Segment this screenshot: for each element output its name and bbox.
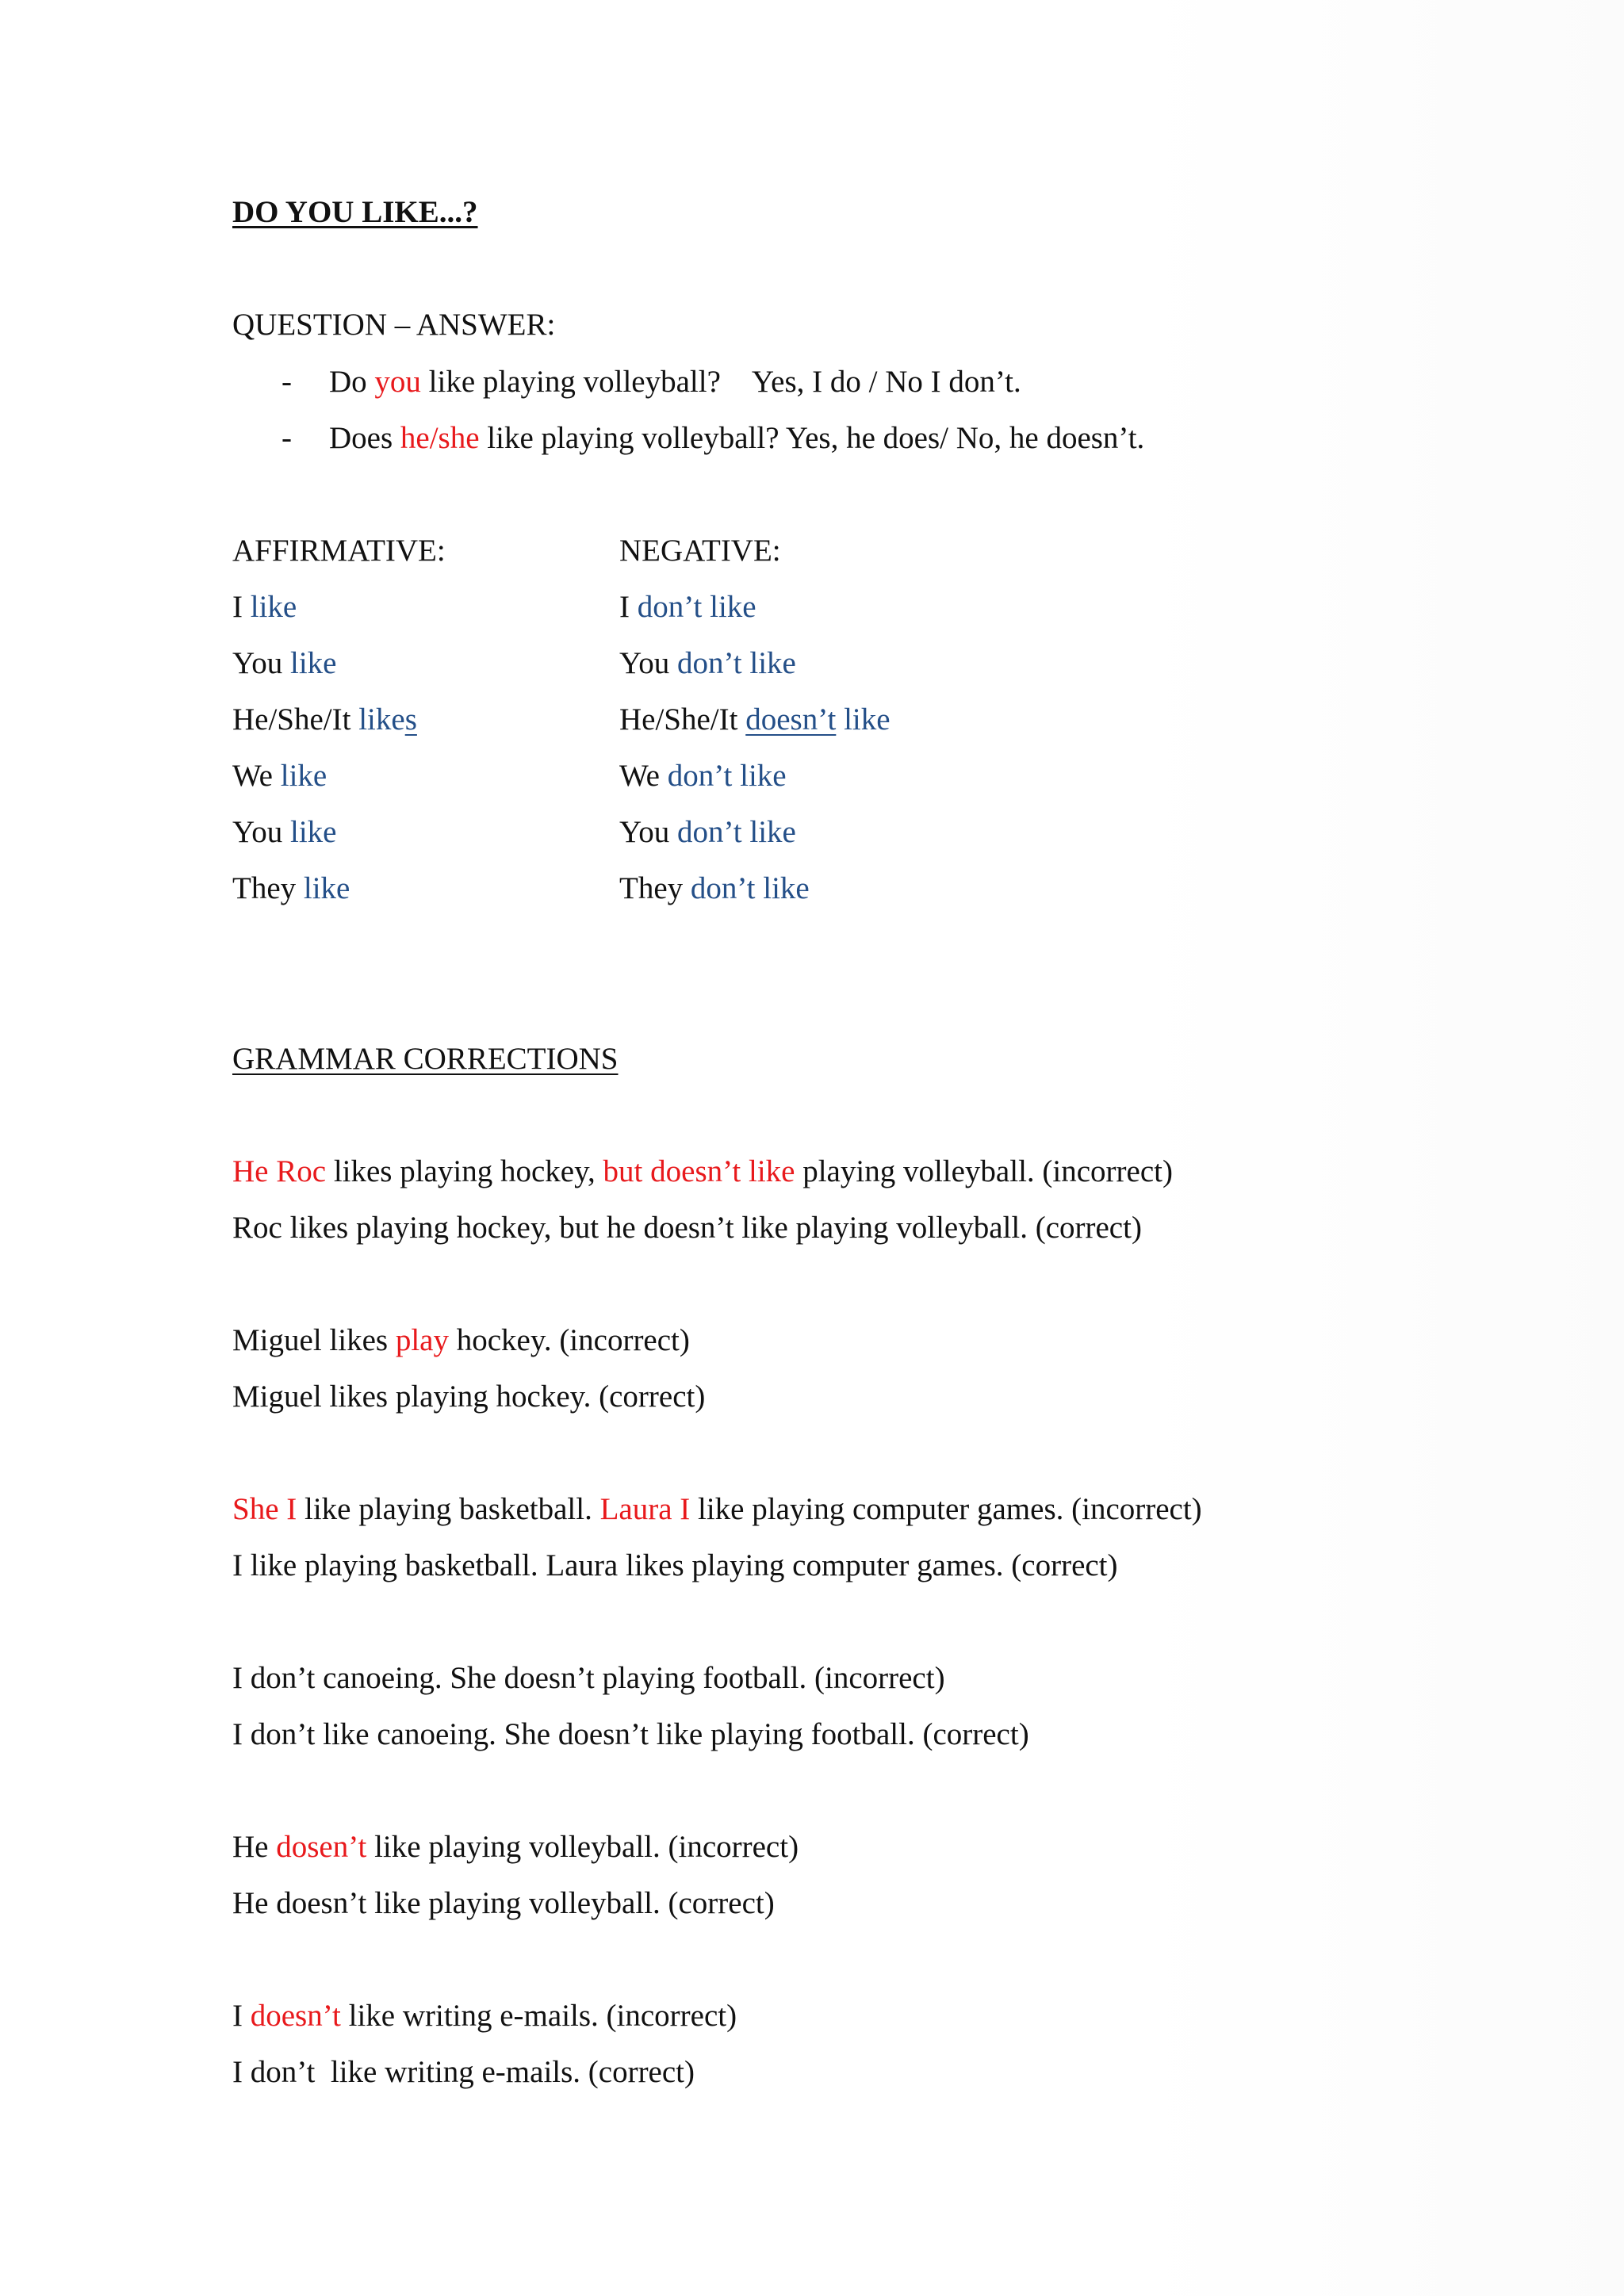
subject: He/She/It	[232, 702, 359, 737]
page-title: DO YOU LIKE...?	[232, 195, 478, 229]
correct-sentence: I don’t like writing e-mails. (correct)	[232, 2055, 695, 2089]
subject: We	[232, 759, 281, 793]
highlighted-word: you	[374, 365, 421, 399]
sentence-text: like playing volleyball. (incorrect)	[366, 1830, 799, 1864]
error-highlight: but doesn’t like	[603, 1154, 795, 1188]
error-highlight: play	[395, 1323, 449, 1357]
error-highlight: She I	[232, 1492, 297, 1526]
affirmative-heading: AFFIRMATIVE:	[232, 534, 446, 568]
affirmative-row	[232, 870, 350, 908]
sentence-text: I don’t canoeing. She doesn’t playing football. (incorrect)	[232, 1661, 945, 1695]
error-highlight: He Roc	[232, 1154, 327, 1188]
subject: They	[232, 871, 304, 905]
sentence-text: Miguel likes	[232, 1323, 396, 1357]
negative-verb: don’t like	[677, 815, 796, 849]
affirmative-row	[232, 813, 337, 851]
correct-sentence: Roc likes playing hockey, but he doesn’t like playing volleyball. (correct)	[232, 1211, 1142, 1245]
negative-verb: don’t like	[677, 646, 796, 680]
corrections-heading: GRAMMAR CORRECTIONS	[232, 1042, 619, 1076]
subject: You	[619, 815, 678, 849]
incorrect-sentence	[232, 1322, 690, 1360]
sentence-text: He	[232, 1830, 277, 1864]
negative-row	[619, 813, 796, 851]
error-highlight: Laura I	[599, 1492, 691, 1526]
qa-text: like playing volleyball? Yes, I do / No I don’t.	[420, 365, 1021, 399]
incorrect-sentence	[232, 1997, 737, 2035]
verb-suffix: s	[404, 702, 417, 737]
highlighted-word: he/she	[400, 421, 480, 455]
negative-heading: NEGATIVE:	[619, 534, 781, 568]
affirmative-row	[232, 645, 337, 683]
qa-item	[232, 419, 1144, 457]
qa-heading: QUESTION – ANSWER:	[232, 308, 556, 342]
error-highlight: dosen’t	[276, 1830, 367, 1864]
verb: like	[250, 590, 297, 624]
negative-verb: don’t like	[637, 590, 756, 624]
verb: like	[358, 702, 405, 737]
error-highlight: doesn’t	[250, 1999, 341, 2033]
qa-text: Does	[329, 421, 400, 455]
negative-row	[619, 870, 810, 908]
sentence-text: like playing computer games. (incorrect)	[690, 1492, 1202, 1526]
verb: like	[290, 646, 337, 680]
subject: You	[232, 815, 291, 849]
subject: They	[619, 871, 691, 905]
affirmative-row	[232, 757, 327, 795]
affirmative-row	[232, 701, 417, 739]
subject: I	[619, 590, 638, 624]
incorrect-sentence	[232, 1828, 799, 1866]
correct-sentence: I like playing basketball. Laura likes playing computer games. (correct)	[232, 1548, 1118, 1582]
correct-sentence: Miguel likes playing hockey. (correct)	[232, 1380, 706, 1414]
negative-auxiliary: doesn’t	[745, 702, 837, 737]
subject: I	[232, 590, 251, 624]
correct-sentence: I don’t like canoeing. She doesn’t like playing football. (correct)	[232, 1717, 1029, 1751]
negative-row	[619, 588, 756, 626]
qa-item	[232, 363, 1021, 401]
qa-text: like playing volleyball? Yes, he does/ No, he doesn’t.	[479, 421, 1145, 455]
sentence-text: playing volleyball. (incorrect)	[795, 1154, 1173, 1188]
correct-sentence: He doesn’t like playing volleyball. (correct)	[232, 1886, 775, 1920]
negative-row	[619, 645, 796, 683]
subject: We	[619, 759, 668, 793]
verb: like	[280, 759, 327, 793]
subject: He/She/It	[619, 702, 746, 737]
negative-verb: don’t like	[667, 759, 787, 793]
incorrect-sentence	[232, 1659, 945, 1697]
qa-text: Do	[329, 365, 375, 399]
sentence-text: like playing basketball.	[297, 1492, 600, 1526]
subject: You	[619, 646, 678, 680]
bullet-dash: -	[282, 421, 292, 455]
sentence-text: likes playing hockey,	[326, 1154, 603, 1188]
affirmative-row	[232, 588, 297, 626]
subject: You	[232, 646, 291, 680]
negative-row	[619, 701, 891, 739]
verb: like	[303, 871, 350, 905]
bullet-dash: -	[282, 365, 292, 399]
sentence-text: I	[232, 1999, 251, 2033]
verb: like	[290, 815, 337, 849]
incorrect-sentence	[232, 1490, 1202, 1529]
sentence-text: hockey. (incorrect)	[448, 1323, 690, 1357]
negative-row	[619, 757, 787, 795]
incorrect-sentence	[232, 1153, 1173, 1191]
sentence-text: like writing e-mails. (incorrect)	[340, 1999, 737, 2033]
negative-verb-rest: like	[836, 702, 891, 737]
negative-verb: don’t like	[690, 871, 810, 905]
